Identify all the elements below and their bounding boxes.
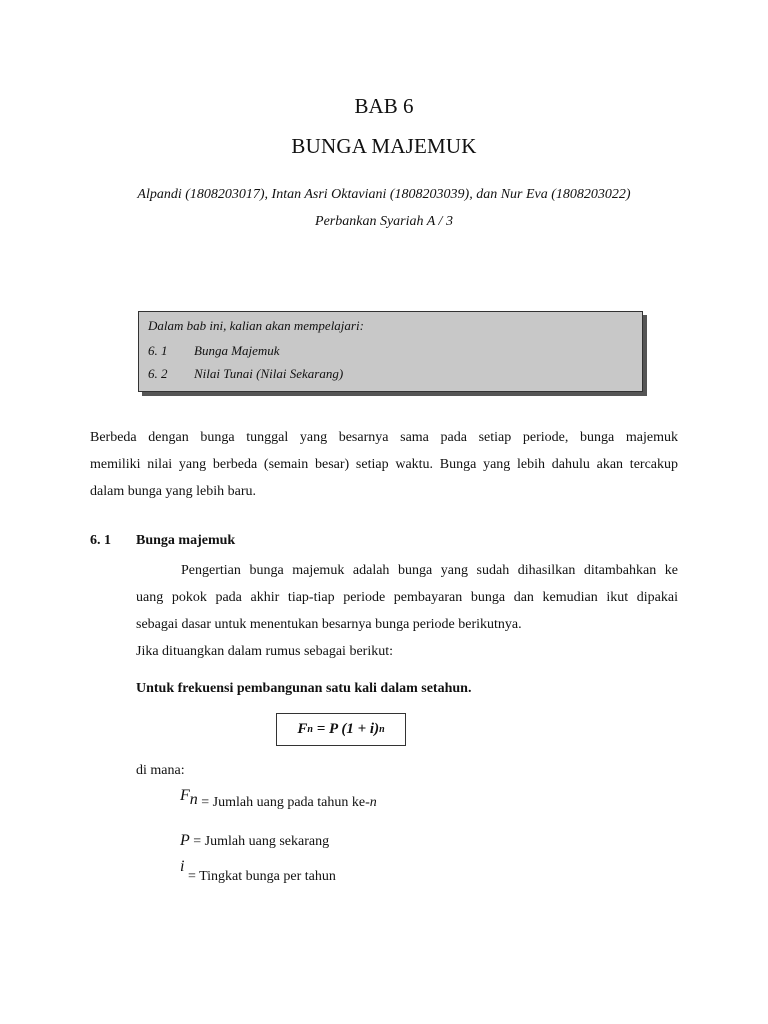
section-paragraph [136,557,678,638]
formula-lhs: F [297,721,308,737]
paragraph-line: Berbeda dengan bunga tunggal yang besarnya sama pada setiap periode, bunga majemuk [90,430,678,445]
objective-label: Bunga Majemuk [194,343,280,358]
formula-lhs-sub: n [307,724,313,735]
frequency-heading: Untuk frekuensi pembangunan satu kali dalam setahun. [136,681,472,696]
authors-line: Alpandi (1808203017), Intan Asri Oktaviani (1808203039), dan Nur Eva (1808203022) [137,187,631,202]
program-line: Perbankan Syariah A / 3 [315,214,453,229]
definition-row [180,858,336,884]
paragraph-line: dalam bunga yang lebih baru. [90,484,257,499]
formula-rhs-sup: n [379,724,385,735]
paragraph-line: Pengertian bunga majemuk adalah bunga yang sudah dihasilkan ditambahkan ke [181,563,678,578]
definition-symbol: F [180,787,190,804]
definition-row [180,787,377,809]
chapter-title: BUNGA MAJEMUK [291,134,477,158]
where-label: di mana: [136,763,185,778]
chapter-number: BAB 6 [354,94,414,118]
definition-text: = Tingkat bunga per tahun [187,869,336,884]
paragraph-line: uang pokok pada akhir tiap-tiap periode pembayaran bunga dan kemudian ikut dipakai [136,590,678,605]
section-number: 6. 1 [90,533,111,548]
objective-label: Nilai Tunai (Nilai Sekarang) [194,366,344,381]
definition-suffix: n [369,795,377,810]
objectives-intro: Dalam bab ini, kalian akan mempelajari: [148,318,364,333]
objective-number: 6. 1 [148,343,168,358]
definition-text: = Jumlah uang pada tahun ke- [201,795,370,810]
objective-item [148,366,343,382]
objective-item [148,343,280,359]
formula-rhs: P (1 + i) [329,721,380,737]
paragraph-line: memiliki nilai yang berbeda (semain besar) setiap waktu. Bunga yang lebih dahulu akan tercakup [90,457,678,472]
section-title: Bunga majemuk [136,533,236,548]
learning-objectives-box [138,311,643,392]
compound-interest-formula [276,713,406,746]
intro-paragraph [90,424,678,505]
definition-symbol: P [180,832,190,849]
paragraph-line: sebagai dasar untuk menentukan besarnya bunga periode berikutnya. [136,617,522,632]
definition-symbol-sub: n [189,790,198,808]
definition-text: = Jumlah uang sekarang [193,834,330,849]
objective-number: 6. 2 [148,366,168,381]
definition-row [180,832,329,850]
formula-equals: = [316,721,326,737]
definition-symbol: i [180,858,185,875]
formula-intro: Jika dituangkan dalam rumus sebagai berikut: [136,644,393,659]
